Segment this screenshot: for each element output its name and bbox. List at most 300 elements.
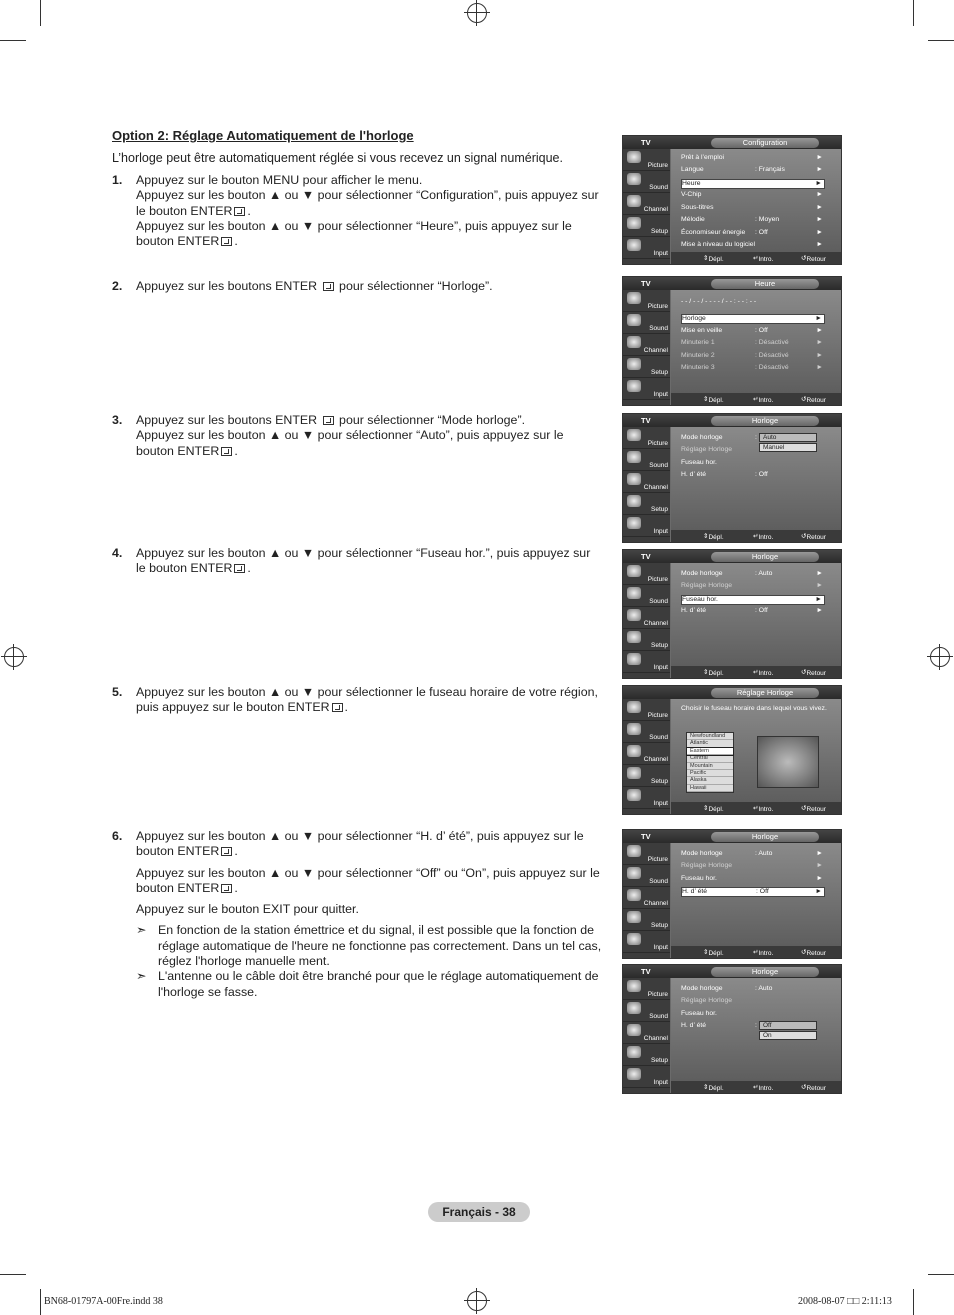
menu-title: Configuration: [711, 138, 819, 148]
sidebar-label: Picture: [647, 991, 668, 998]
step-text: pour sélectionner “Horloge”.: [339, 279, 493, 293]
menu-row-value: : Désactivé: [755, 352, 789, 359]
enter-hint: ↵ Intro.: [753, 396, 774, 404]
hint-label: Dépl.: [708, 397, 724, 404]
menu-row-label: Sous-titres: [681, 204, 714, 211]
menu-row-value: : Off: [755, 327, 768, 334]
hint-label: Retour: [806, 534, 826, 541]
sidebar-label: Sound: [649, 462, 668, 469]
enter-icon: [221, 237, 232, 246]
arrow-right-icon: ►: [815, 180, 822, 187]
sidebar-item-sound[interactable]: [623, 865, 670, 887]
menu-content: [671, 290, 841, 393]
sidebar-item-setup[interactable]: [623, 629, 670, 651]
menu-row[interactable]: [681, 1010, 825, 1020]
menu-row[interactable]: [681, 595, 825, 605]
crop-mark: [40, 1289, 41, 1315]
sidebar-label: Setup: [651, 642, 668, 649]
sidebar-label: Sound: [649, 184, 668, 191]
crop-mark: [0, 40, 26, 41]
sidebar-label: Picture: [647, 856, 668, 863]
sidebar-item-channel[interactable]: [623, 193, 670, 215]
setup-icon: [627, 358, 641, 370]
hint-label: Intro.: [758, 670, 774, 677]
note: [136, 969, 602, 1000]
enter-hint: ↵ Intro.: [753, 949, 774, 957]
timezone-option[interactable]: Pacific: [687, 770, 733, 777]
dropdown-option[interactable]: On: [759, 1031, 817, 1040]
menu-row-value: : Désactivé: [755, 339, 789, 346]
step-2: [112, 279, 602, 300]
menu-title: Horloge: [711, 416, 819, 426]
tv-menu-screen: [622, 276, 842, 406]
step-text: Appuyez sur les bouton ▲ ou ▼ pour sélectionner “Auto”, puis appuyez sur le bouton ENTER: [136, 428, 564, 458]
hint-label: Intro.: [758, 950, 774, 957]
sidebar-item-input[interactable]: [623, 787, 670, 809]
sidebar-item-setup[interactable]: [623, 215, 670, 237]
enter-icon: [234, 207, 245, 216]
sidebar-item-setup[interactable]: [623, 493, 670, 515]
step-text: Appuyez sur le bouton EXIT pour quitter.: [136, 902, 359, 917]
timezone-option[interactable]: Eastern: [687, 748, 733, 755]
dropdown-option[interactable]: Auto: [759, 433, 817, 442]
return-hint: ↺ Retour: [801, 669, 826, 677]
menu-row-value: : Off: [755, 229, 768, 236]
sidebar-label: Channel: [643, 900, 668, 907]
tv-label: TV: [641, 552, 651, 561]
setup-icon: [627, 495, 641, 507]
timezone-option[interactable]: Alaska: [687, 777, 733, 784]
menu-row[interactable]: [681, 314, 825, 324]
sidebar-item-sound[interactable]: [623, 585, 670, 607]
sidebar-item-setup[interactable]: [623, 909, 670, 931]
sidebar-label: Input: [653, 664, 668, 671]
sidebar-label: Channel: [643, 620, 668, 627]
sidebar-item-sound[interactable]: [623, 1000, 670, 1022]
sidebar-label: Picture: [647, 303, 668, 310]
menu-row-label: Réglage Horloge: [681, 582, 733, 589]
registration-mark-icon: [467, 1291, 487, 1311]
menu-row-label: Fuseau hor.: [682, 596, 718, 603]
menu-row[interactable]: [681, 875, 825, 885]
tv-label: TV: [641, 967, 651, 976]
arrow-right-icon: ►: [816, 241, 823, 248]
move-hint: ⇕ Dépl.: [703, 1084, 724, 1092]
step-text: Appuyez sur les bouton ▲ ou ▼ pour sélectionner le fuseau horaire de votre région, puis appuyez sur le bouton ENTER: [136, 685, 598, 715]
setup-icon: [627, 767, 641, 779]
setup-icon: [627, 911, 641, 923]
menu-footer: [671, 802, 841, 814]
return-hint: ↺ Retour: [801, 805, 826, 813]
sidebar-item-sound[interactable]: [623, 171, 670, 193]
menu-row-label: H. d’ été: [682, 888, 708, 895]
arrow-right-icon: ►: [816, 570, 823, 577]
menu-row[interactable]: [681, 471, 825, 481]
sidebar-label: Sound: [649, 325, 668, 332]
input-icon: [627, 239, 641, 251]
menu-row[interactable]: [681, 339, 825, 349]
menu-row-label: Mise à niveau du logiciel: [681, 241, 756, 248]
hint-label: Retour: [806, 670, 826, 677]
tv-label: TV: [641, 416, 651, 425]
input-icon: [627, 380, 641, 392]
step-number: 4.: [112, 546, 123, 560]
file-info: BN68-01797A-00Fre.indd 38: [44, 1296, 163, 1307]
arrow-right-icon: ►: [816, 582, 823, 589]
menu-content: [671, 149, 841, 252]
step-6: 6. Appuyez sur les bouton ▲ ou ▼ pour sélectionner “H. d’ été”, puis appuyez sur le bouton ENTER . Appuyez sur les bouton ▲ ou ▼ pour sélectionner “Off” ou “On”, puis appuyez sur le bouton ENTER . Appuyez sur le bouton EXIT pour quitter. ➣ En fonction de la station émettrice et du signal, il est possible que la fonction de réglage automatique de l'heure ne fonctionne pas correctement. Dans un tel cas, réglez l'horloge manuelle ment. ➣ L'antenne ou le câble doit être branché pour que le réglage automatiquement de l'horloge se fasse.: [112, 829, 602, 999]
menu-title: Heure: [711, 279, 819, 289]
timezone-option[interactable]: Central: [687, 755, 733, 762]
hint-label: Dépl.: [708, 806, 724, 813]
crop-mark: [913, 0, 914, 26]
menu-row-value: : Auto: [755, 850, 773, 857]
step-5: 5. Appuyez sur les bouton ▲ ou ▼ pour sélectionner le fuseau horaire de votre région, puis appuyez sur le bouton ENTER .: [112, 685, 598, 715]
menu-row[interactable]: [681, 862, 825, 872]
note-text: L'antenne ou le câble doit être branché pour que le réglage automatiquement de l'horloge se fasse.: [158, 969, 599, 999]
hint-label: Intro.: [758, 256, 774, 263]
sidebar-item-input[interactable]: [623, 515, 670, 537]
tv-menu-screen: [622, 135, 842, 265]
move-hint: ⇕ Dépl.: [703, 669, 724, 677]
sidebar-label: Input: [653, 391, 668, 398]
sidebar-item-picture[interactable]: [623, 290, 670, 312]
sidebar-item-channel[interactable]: [623, 887, 670, 909]
enter-icon: [323, 416, 334, 425]
input-icon: [627, 517, 641, 529]
step-number: 3.: [112, 413, 123, 427]
menu-row[interactable]: [681, 570, 825, 580]
return-hint: ↺ Retour: [801, 396, 826, 404]
menu-sidebar: [623, 149, 670, 264]
menu-footer: [671, 946, 841, 958]
hint-label: Dépl.: [708, 1085, 724, 1092]
menu-row-label: Mode horloge: [681, 434, 723, 441]
sound-icon: [627, 723, 641, 735]
menu-row[interactable]: [681, 154, 825, 164]
menu-row-label: Réglage Horloge: [681, 862, 733, 869]
arrow-right-icon: ►: [816, 327, 823, 334]
sidebar-label: Sound: [649, 878, 668, 885]
sidebar-label: Picture: [647, 576, 668, 583]
page-number-badge: Français - 38: [428, 1202, 530, 1222]
timezone-option[interactable]: Newfoundland: [687, 733, 733, 740]
enter-icon: [221, 847, 232, 856]
sound-icon: [627, 451, 641, 463]
sidebar-item-setup[interactable]: [623, 1044, 670, 1066]
section-heading: Option 2: Réglage Automatiquement de l'horloge: [112, 128, 414, 143]
menu-title-bar: [623, 277, 841, 290]
registration-mark-icon: [467, 3, 487, 23]
tv-menu-screen: [622, 685, 842, 815]
menu-footer: [671, 530, 841, 542]
menu-sidebar: [623, 843, 670, 958]
picture-icon: [627, 980, 641, 992]
sidebar-label: Input: [653, 800, 668, 807]
menu-row-value: : Français: [755, 166, 785, 173]
hint-label: Retour: [806, 1085, 826, 1092]
hint-label: Dépl.: [708, 534, 724, 541]
sidebar-item-channel[interactable]: [623, 1022, 670, 1044]
sidebar-item-picture[interactable]: [623, 563, 670, 585]
menu-row[interactable]: [681, 179, 825, 189]
timezone-option[interactable]: Mountain: [687, 763, 733, 770]
timezone-list: [686, 732, 734, 793]
menu-row-label: Fuseau hor.: [681, 459, 717, 466]
menu-title: Horloge: [711, 832, 819, 842]
menu-row[interactable]: [681, 166, 825, 176]
menu-row-value: :: [755, 1022, 757, 1029]
crop-mark: [0, 1274, 26, 1275]
sidebar-item-picture[interactable]: [623, 843, 670, 865]
menu-row-value: : Désactivé: [755, 364, 789, 371]
menu-row[interactable]: [681, 607, 825, 617]
menu-row[interactable]: [681, 985, 825, 995]
dropdown-option[interactable]: Off: [759, 1021, 817, 1030]
timezone-option[interactable]: Atlantic: [687, 740, 733, 747]
arrow-right-icon: ►: [816, 850, 823, 857]
menu-row-label: Horloge: [682, 315, 706, 322]
setup-icon: [627, 1046, 641, 1058]
enter-hint: ↵ Intro.: [753, 669, 774, 677]
clock-value: - - / - - / - - - - / - - : - - : - -: [681, 298, 757, 305]
picture-icon: [627, 701, 641, 713]
menu-row-label: Mode horloge: [681, 570, 723, 577]
enter-icon: [221, 884, 232, 893]
channel-icon: [627, 336, 641, 348]
channel-icon: [627, 609, 641, 621]
menu-row[interactable]: [681, 850, 825, 860]
sidebar-item-input[interactable]: [623, 378, 670, 400]
channel-icon: [627, 889, 641, 901]
sidebar-label: Channel: [643, 484, 668, 491]
menu-content: [671, 563, 841, 666]
menu-title-bar: [623, 136, 841, 149]
menu-title-bar: [623, 550, 841, 563]
enter-icon: [234, 564, 245, 573]
arrow-right-icon: ►: [816, 364, 823, 371]
menu-row-label: Économiseur énergie: [681, 229, 746, 236]
sidebar-label: Channel: [643, 1035, 668, 1042]
menu-row-value: :: [755, 434, 757, 441]
sidebar-label: Channel: [643, 756, 668, 763]
sidebar-label: Channel: [643, 347, 668, 354]
sidebar-item-sound[interactable]: [623, 449, 670, 471]
picture-icon: [627, 845, 641, 857]
sidebar-item-picture[interactable]: [623, 978, 670, 1000]
sidebar-item-picture[interactable]: [623, 427, 670, 449]
picture-icon: [627, 429, 641, 441]
sidebar-item-channel[interactable]: [623, 743, 670, 765]
menu-title-bar: [623, 830, 841, 843]
sidebar-item-input[interactable]: [623, 931, 670, 953]
sidebar-item-setup[interactable]: [623, 765, 670, 787]
prompt-text: Choisir le fuseau horaire dans lequel vous vivez.: [681, 705, 827, 712]
hint-label: Intro.: [758, 1085, 774, 1092]
arrow-right-icon: ►: [815, 888, 822, 895]
sidebar-label: Input: [653, 250, 668, 257]
menu-content: [671, 978, 841, 1081]
channel-icon: [627, 473, 641, 485]
menu-sidebar: [623, 563, 670, 678]
menu-title-bar: [623, 965, 841, 978]
note-arrow-icon: ➣: [136, 969, 147, 984]
menu-row-label: Mise en veille: [681, 327, 723, 334]
menu-row-label: Minuterie 2: [681, 352, 715, 359]
input-icon: [627, 653, 641, 665]
menu-row-value: : Off: [756, 888, 769, 895]
enter-hint: ↵ Intro.: [753, 1084, 774, 1092]
menu-row-label: Mode horloge: [681, 985, 723, 992]
sidebar-item-channel[interactable]: [623, 607, 670, 629]
enter-icon: [323, 282, 334, 291]
arrow-right-icon: ►: [816, 339, 823, 346]
sound-icon: [627, 173, 641, 185]
sidebar-item-input[interactable]: [623, 237, 670, 259]
sidebar-label: Setup: [651, 922, 668, 929]
move-hint: ⇕ Dépl.: [703, 805, 724, 813]
step-4: 4. Appuyez sur les bouton ▲ ou ▼ pour sélectionner “Fuseau hor.”, puis appuyez sur le bouton ENTER .: [112, 546, 591, 576]
hint-label: Retour: [806, 256, 826, 263]
sidebar-item-channel[interactable]: [623, 334, 670, 356]
step-number: 5.: [112, 685, 123, 699]
sidebar-label: Picture: [647, 162, 668, 169]
menu-row[interactable]: [681, 191, 825, 201]
sidebar-item-input[interactable]: [623, 1066, 670, 1088]
menu-row-label: Minuterie 3: [681, 364, 715, 371]
menu-row[interactable]: [681, 582, 825, 592]
menu-footer: [671, 666, 841, 678]
channel-icon: [627, 195, 641, 207]
sidebar-label: Channel: [643, 206, 668, 213]
step-number: 1.: [112, 173, 123, 187]
step-number: 6.: [112, 829, 123, 843]
menu-row[interactable]: [681, 459, 825, 469]
sidebar-label: Sound: [649, 734, 668, 741]
step-text: Appuyez sur les boutons ENTER: [136, 279, 318, 293]
dropdown-option[interactable]: Manuel: [759, 443, 817, 452]
menu-sidebar: [623, 699, 670, 814]
menu-row[interactable]: [681, 216, 825, 226]
channel-icon: [627, 1024, 641, 1036]
return-hint: ↺ Retour: [801, 533, 826, 541]
hint-label: Intro.: [758, 397, 774, 404]
menu-row[interactable]: [681, 204, 825, 214]
menu-title: Réglage Horloge: [711, 688, 819, 698]
menu-row-value: : Off: [755, 607, 768, 614]
picture-icon: [627, 292, 641, 304]
arrow-right-icon: ►: [816, 216, 823, 223]
hint-label: Retour: [806, 397, 826, 404]
sidebar-label: Setup: [651, 228, 668, 235]
menu-row[interactable]: [681, 997, 825, 1007]
hint-label: Retour: [806, 806, 826, 813]
hint-label: Dépl.: [708, 256, 724, 263]
hint-label: Intro.: [758, 534, 774, 541]
input-icon: [627, 789, 641, 801]
sidebar-label: Setup: [651, 778, 668, 785]
menu-sidebar: [623, 978, 670, 1093]
menu-row-label: Fuseau hor.: [681, 875, 717, 882]
sidebar-label: Sound: [649, 1013, 668, 1020]
sidebar-label: Input: [653, 1079, 668, 1086]
menu-title: Horloge: [711, 552, 819, 562]
menu-title: Horloge: [711, 967, 819, 977]
sound-icon: [627, 587, 641, 599]
note: [136, 923, 602, 969]
menu-row-value: : Auto: [755, 985, 773, 992]
sidebar-item-channel[interactable]: [623, 471, 670, 493]
hint-label: Dépl.: [708, 950, 724, 957]
enter-hint: ↵ Intro.: [753, 805, 774, 813]
menu-row[interactable]: [681, 241, 825, 251]
arrow-right-icon: ►: [815, 596, 822, 603]
tv-menu-screen: [622, 413, 842, 543]
menu-row[interactable]: [681, 887, 825, 897]
step-text: Appuyez sur le bouton MENU pour afficher le menu.: [136, 173, 423, 187]
enter-hint: ↵ Intro.: [753, 255, 774, 263]
menu-row-value: : Auto: [755, 570, 773, 577]
enter-icon: [332, 703, 343, 712]
enter-hint: ↵ Intro.: [753, 533, 774, 541]
channel-icon: [627, 745, 641, 757]
menu-row-label: Fuseau hor.: [681, 1010, 717, 1017]
menu-row[interactable]: [681, 327, 825, 337]
step-text: Appuyez sur les bouton ▲ ou ▼ pour sélectionner “Heure”, puis appuyez sur le bouton ENTER: [136, 218, 572, 249]
setup-icon: [627, 217, 641, 229]
picture-icon: [627, 151, 641, 163]
menu-content: [671, 699, 841, 802]
menu-row-label: Langue: [681, 166, 704, 173]
sidebar-label: Setup: [651, 506, 668, 513]
return-hint: ↺ Retour: [801, 255, 826, 263]
sidebar-label: Picture: [647, 712, 668, 719]
sidebar-label: Sound: [649, 598, 668, 605]
menu-row-value: : Off: [755, 471, 768, 478]
step-text: Appuyez sur les bouton ▲ ou ▼ pour sélectionner “Off” ou “On”, puis appuyez sur le bouton ENTER: [136, 865, 600, 895]
arrow-right-icon: ►: [816, 191, 823, 198]
print-timestamp: 2008-08-07 □□ 2:11:13: [798, 1296, 892, 1307]
menu-row-label: Mode horloge: [681, 850, 723, 857]
sidebar-item-picture[interactable]: [623, 699, 670, 721]
timezone-option[interactable]: Hawaii: [687, 785, 733, 792]
sidebar-item-setup[interactable]: [623, 356, 670, 378]
registration-mark-icon: [930, 647, 950, 667]
timezone-map-icon: [757, 736, 819, 788]
sidebar-item-sound[interactable]: [623, 721, 670, 743]
sidebar-label: Picture: [647, 440, 668, 447]
menu-row-value: : Moyen: [755, 216, 780, 223]
tv-label: TV: [641, 832, 651, 841]
menu-row[interactable]: [681, 364, 825, 374]
sidebar-item-picture[interactable]: [623, 149, 670, 171]
step-text: pour sélectionner “Mode horloge”.: [339, 413, 526, 427]
menu-sidebar: [623, 427, 670, 542]
sidebar-label: Setup: [651, 369, 668, 376]
menu-row[interactable]: [681, 352, 825, 362]
menu-content: [671, 843, 841, 946]
step-text: Appuyez sur les boutons ENTER: [136, 413, 318, 427]
move-hint: ⇕ Dépl.: [703, 533, 724, 541]
registration-mark-icon: [4, 647, 24, 667]
picture-icon: [627, 565, 641, 577]
sidebar-item-input[interactable]: [623, 651, 670, 673]
tv-menu-screen: [622, 964, 842, 1094]
return-hint: ↺ Retour: [801, 949, 826, 957]
sidebar-item-sound[interactable]: [623, 312, 670, 334]
menu-row[interactable]: [681, 229, 825, 239]
arrow-right-icon: ►: [816, 154, 823, 161]
